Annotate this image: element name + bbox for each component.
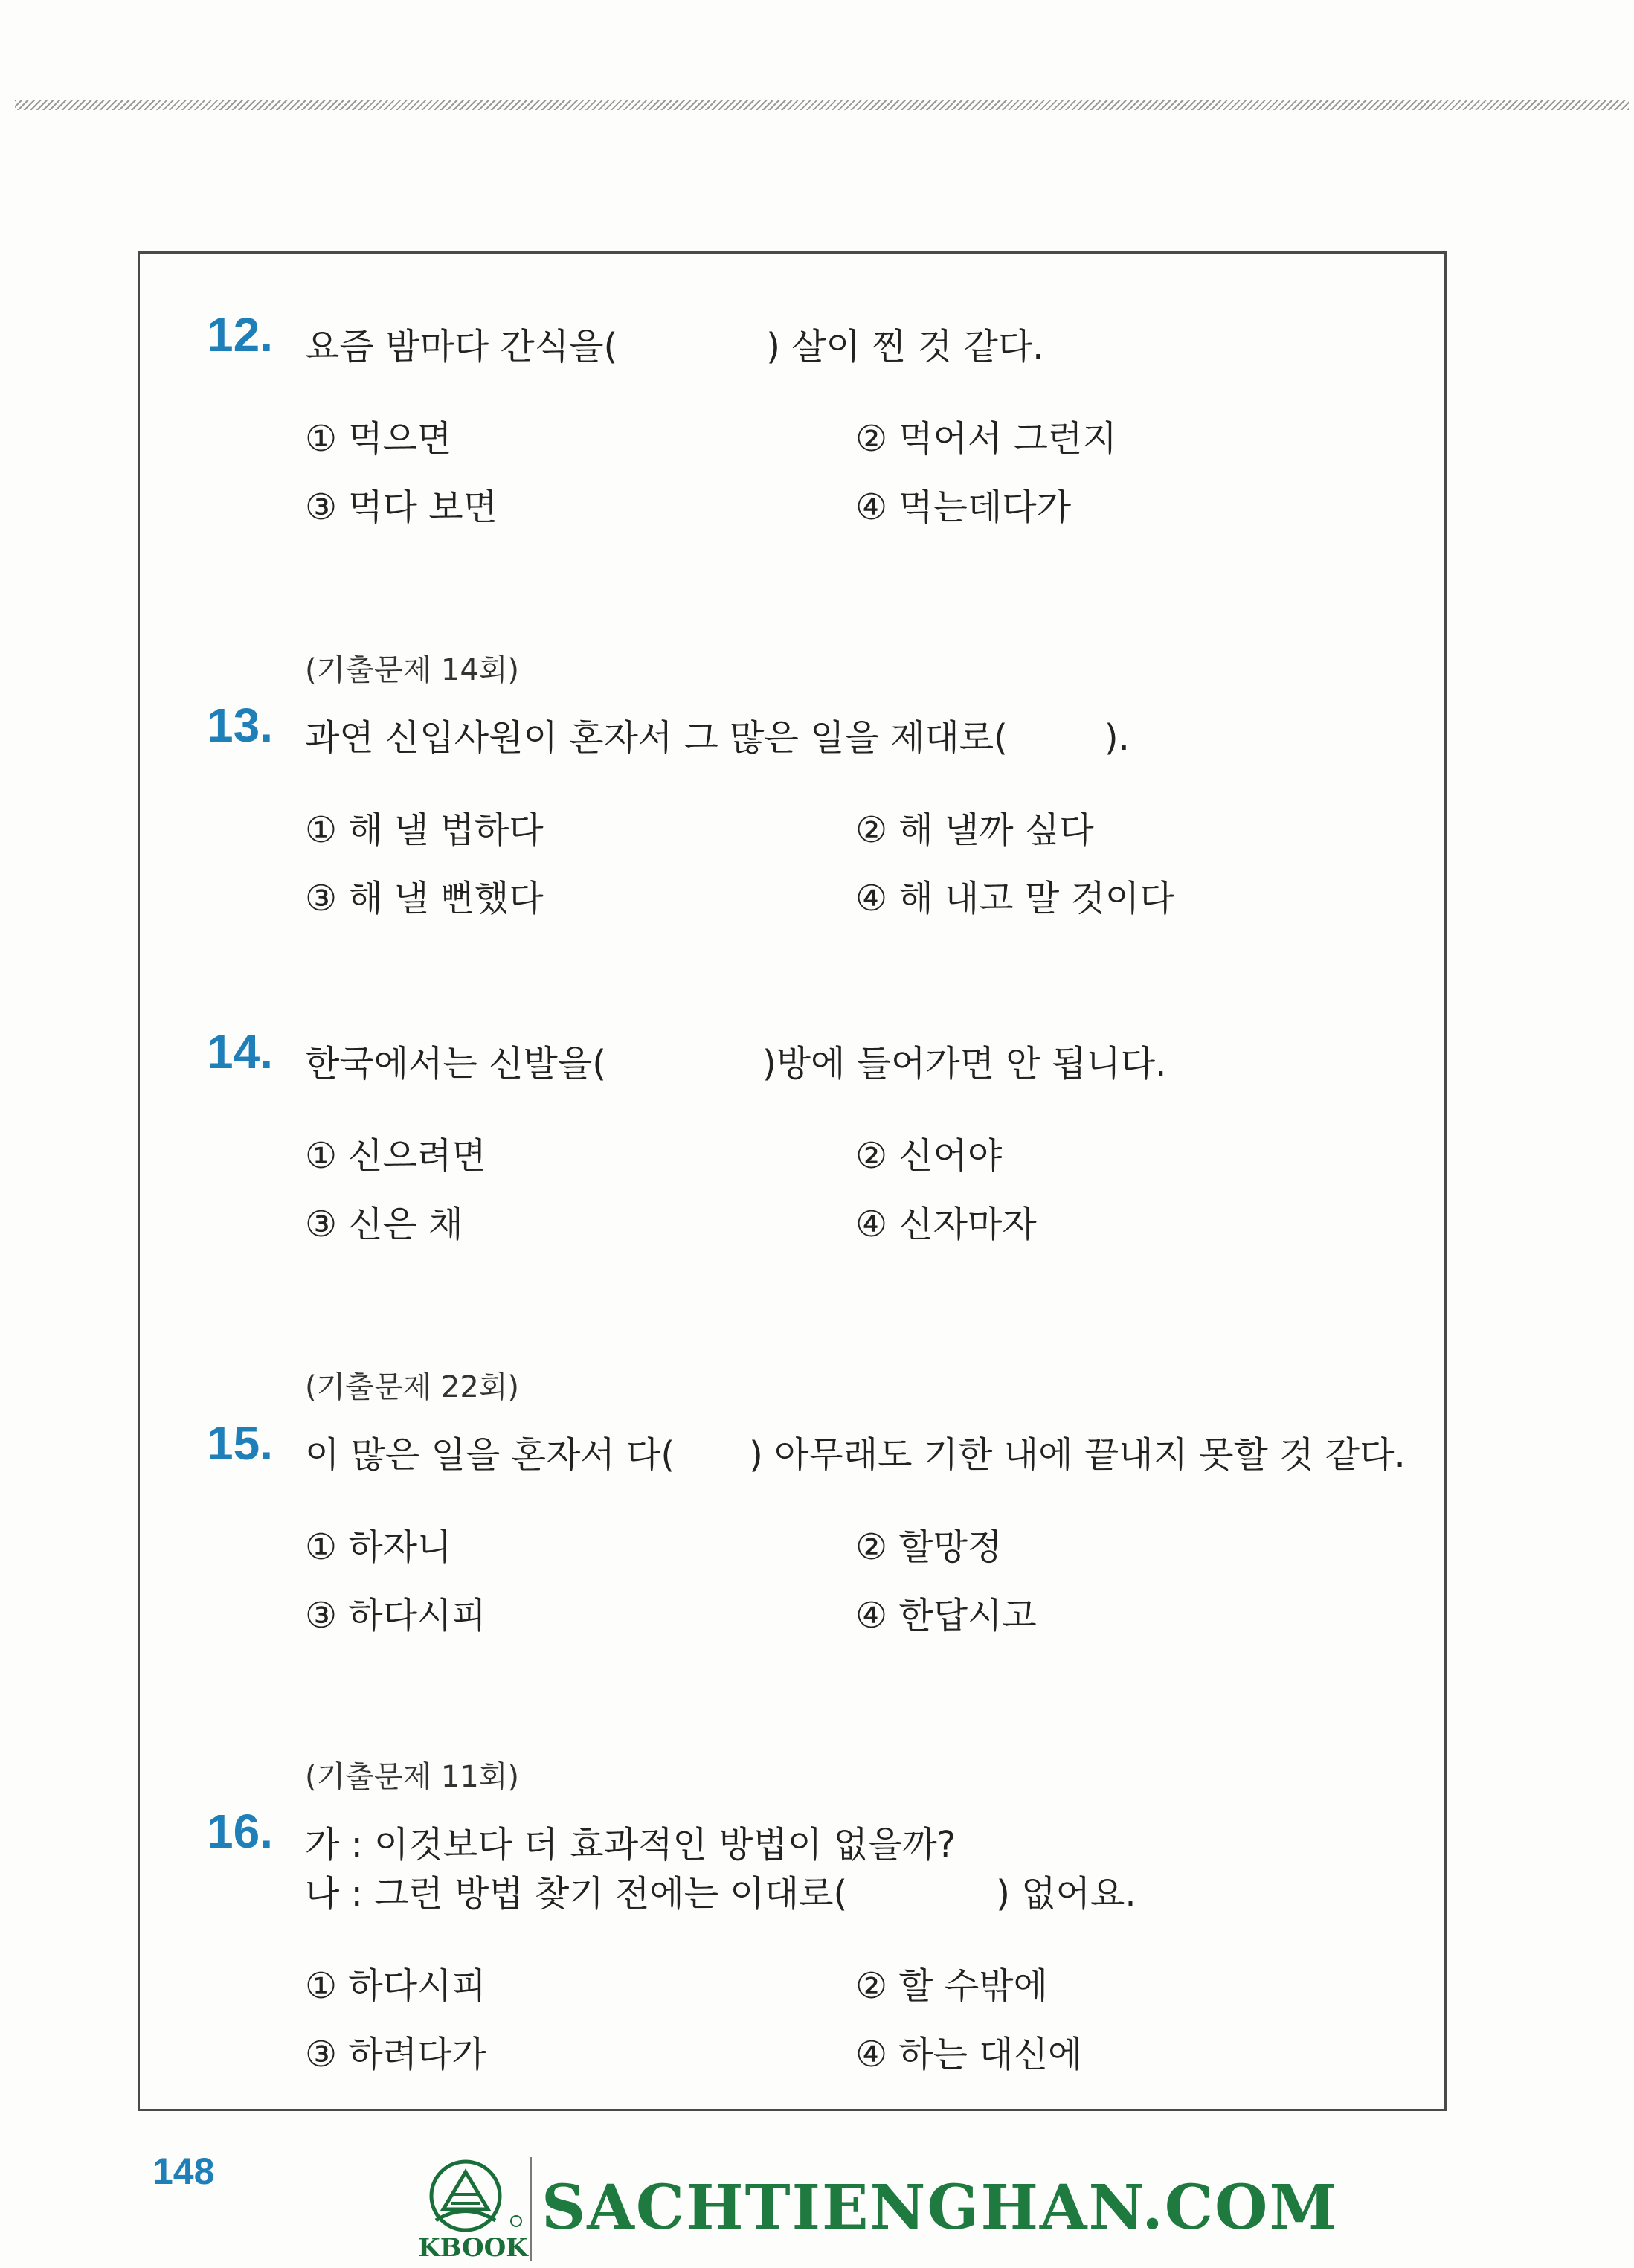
question-number: 14.	[207, 1025, 273, 1079]
option-2[interactable]: ② 할망정	[855, 1526, 1003, 1568]
question-stem: 이 많은 일을 혼자서 다( ) 아무래도 기한 내에 끝내지 못할 것 같다.	[305, 1434, 1406, 1476]
option-2[interactable]: ② 먹어서 그런지	[855, 418, 1117, 460]
page-number: 148	[152, 2150, 215, 2192]
question-stem: 요즘 밤마다 간식을( ) 살이 찐 것 같다.	[305, 326, 1044, 367]
option-3[interactable]: ③ 먹다 보면	[305, 486, 498, 528]
option-1[interactable]: ① 신으려면	[305, 1135, 486, 1177]
question-box	[138, 251, 1447, 2111]
question-number: 15.	[207, 1416, 273, 1470]
option-3[interactable]: ③ 신은 채	[305, 1204, 463, 1245]
option-4[interactable]: ④ 먹는데다가	[855, 486, 1072, 528]
option-3[interactable]: ③ 하려다가	[305, 2034, 486, 2075]
question-number: 16.	[207, 1805, 273, 1858]
question-stem: 한국에서는 신발을( )방에 들어가면 안 됩니다.	[305, 1043, 1167, 1085]
question-number: 13.	[207, 698, 273, 752]
option-3[interactable]: ③ 하다시피	[305, 1595, 486, 1636]
option-1[interactable]: ① 하다시피	[305, 1965, 486, 2007]
option-1[interactable]: ① 하자니	[305, 1526, 452, 1568]
option-2[interactable]: ② 할 수밖에	[855, 1965, 1049, 2007]
logo-text: KBOOK	[418, 2233, 528, 2263]
dialogue-line-2: 나 : 그런 방법 찾기 전에는 이대로( ) 없어요.	[305, 1873, 1136, 1915]
option-1[interactable]: ① 먹으면	[305, 418, 452, 460]
source-note: (기출문제 22회)	[305, 1370, 520, 1404]
option-2[interactable]: ② 신어야	[855, 1135, 1003, 1177]
option-4[interactable]: ④ 한답시고	[855, 1595, 1037, 1636]
option-4[interactable]: ④ 해 내고 말 것이다	[855, 878, 1174, 919]
source-note: (기출문제 11회)	[305, 1760, 520, 1794]
site-name[interactable]: SACHTIENGHAN.COM	[541, 2172, 1339, 2243]
question-stem: 과연 신입사원이 혼자서 그 많은 일을 제대로( ).	[305, 717, 1130, 759]
source-note: (기출문제 14회)	[305, 653, 520, 687]
question-number: 12.	[207, 308, 273, 362]
option-4[interactable]: ④ 신자마자	[855, 1204, 1037, 1245]
header-hatched-rule	[15, 100, 1629, 110]
option-2[interactable]: ② 해 낼까 싶다	[855, 809, 1094, 851]
option-4[interactable]: ④ 하는 대신에	[855, 2034, 1083, 2075]
dialogue-line-1: 가 : 이것보다 더 효과적인 방법이 없을까?	[305, 1824, 956, 1866]
footer-divider	[530, 2157, 532, 2261]
option-3[interactable]: ③ 해 낼 뻔했다	[305, 878, 544, 919]
option-1[interactable]: ① 해 낼 법하다	[305, 809, 544, 851]
